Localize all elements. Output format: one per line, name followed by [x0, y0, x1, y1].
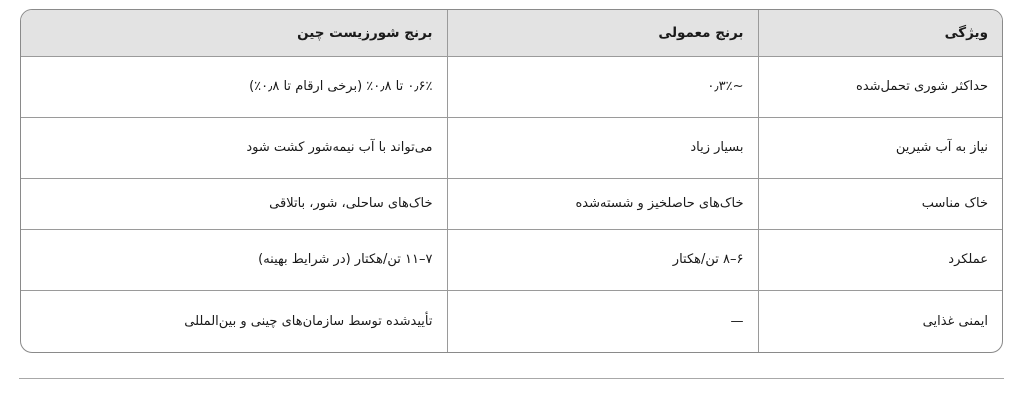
comparison-table-container — [20, 9, 1003, 353]
header-feature: ویژگی — [758, 10, 1002, 56]
comparison-table — [21, 10, 1002, 352]
cell-normal-rice: ۶–۸ تن/هکتار — [447, 230, 758, 291]
bottom-divider — [19, 378, 1004, 379]
table-row — [21, 291, 1002, 352]
cell-normal-rice: — — [447, 291, 758, 352]
cell-normal-rice: بسیار زیاد — [447, 117, 758, 178]
cell-normal-rice: خاک‌های حاصلخیز و شسته‌شده — [447, 178, 758, 229]
header-salt-rice: برنج شورزیست چین — [21, 10, 447, 56]
cell-feature: عملکرد — [758, 230, 1002, 291]
table-row — [21, 117, 1002, 178]
cell-salt-rice: ۰٫۶٪ تا ۰٫۸٪ (برخی ارقام تا ۰٫۸٪) — [21, 56, 447, 117]
cell-salt-rice: می‌تواند با آب نیمه‌شور کشت شود — [21, 117, 447, 178]
table-header-row — [21, 10, 1002, 56]
cell-salt-rice: ۷–۱۱ تن/هکتار (در شرایط بهینه) — [21, 230, 447, 291]
cell-normal-rice: ~۰٫۳٪ — [447, 56, 758, 117]
cell-salt-rice: خاک‌های ساحلی، شور، باتلاقی — [21, 178, 447, 229]
cell-feature: نیاز به آب شیرین — [758, 117, 1002, 178]
cell-feature: حداکثر شوری تحمل‌شده — [758, 56, 1002, 117]
cell-salt-rice: تأییدشده توسط سازمان‌های چینی و بین‌المللی — [184, 313, 433, 329]
cell-feature: ایمنی غذایی — [758, 291, 1002, 352]
header-normal-rice: برنج معمولی — [447, 10, 758, 56]
table-row — [21, 56, 1002, 117]
table-row — [21, 230, 1002, 291]
table-row — [21, 178, 1002, 229]
cell-feature: خاک مناسب — [758, 178, 1002, 229]
